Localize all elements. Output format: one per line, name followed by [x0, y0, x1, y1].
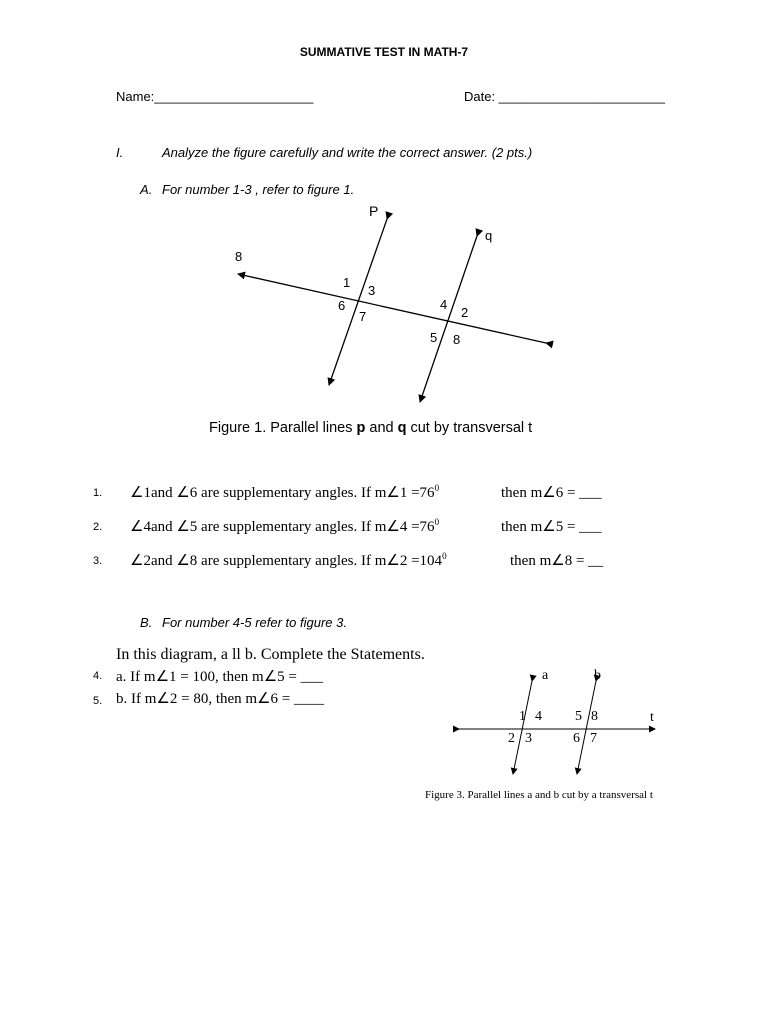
figure-3-caption: Figure 3. Parallel lines a and b cut by a transversal t — [425, 789, 653, 801]
label-angle-1: 1 — [343, 275, 351, 290]
fig3-angle-8: 8 — [591, 709, 598, 724]
question-4-number: 4. — [93, 670, 103, 682]
question-4-text: a. If m∠1 = 100, then m∠5 = ___ — [116, 669, 324, 685]
question-3-text: ∠2and ∠8 are supplementary angles. If m∠2 $=104^0$ — [130, 551, 447, 569]
label-p: P — [369, 203, 379, 219]
label-b: b — [594, 668, 601, 683]
label-q: q — [485, 228, 493, 243]
label-angle-2: 2 — [461, 305, 469, 320]
section-instruction: Analyze the figure carefully and write the correct answer. (2 pts.) — [162, 145, 533, 160]
label-t: t — [650, 710, 654, 725]
part-b-text: For number 4-5 refer to figure 3. — [162, 615, 347, 630]
fig3-angle-1: 1 — [519, 709, 526, 724]
label-angle-4: 4 — [440, 297, 448, 312]
label-angle-6: 6 — [338, 298, 346, 313]
question-2-text: ∠4and ∠5 are supplementary angles. If m∠4 $=76^0$ — [130, 517, 440, 535]
label-a: a — [542, 668, 549, 683]
label-angle-5: 5 — [430, 330, 438, 345]
part-a-text: For number 1-3 , refer to figure 1. — [162, 182, 355, 197]
fig3-angle-6: 6 — [573, 731, 580, 746]
part-b-letter: B. — [140, 615, 153, 630]
question-1-answer: then m∠6 = ___ — [501, 485, 602, 501]
line-b — [577, 681, 596, 774]
line-a — [513, 681, 532, 774]
date-field: Date: _______________________ — [464, 89, 665, 104]
label-angle-7: 7 — [359, 309, 367, 324]
fig3-angle-4: 4 — [535, 709, 542, 724]
question-1-number: 1. — [93, 487, 103, 499]
fig3-angle-5: 5 — [575, 709, 582, 724]
figure-3-heading: In this diagram, a ll b. Complete the Statements. — [116, 646, 425, 663]
label-t-end: 8 — [235, 249, 243, 264]
fig3-angle-3: 3 — [525, 731, 532, 746]
line-q — [420, 236, 477, 402]
fig3-angle-7: 7 — [590, 731, 597, 746]
name-field: Name:______________________ — [116, 89, 314, 104]
section-number: I. — [116, 145, 124, 160]
part-a-letter: A. — [140, 182, 153, 197]
question-2-answer: then m∠5 = ___ — [501, 519, 602, 535]
figure-1-caption: Figure 1. Parallel lines p and q cut by transversal t — [209, 420, 533, 436]
question-2-number: 2. — [93, 521, 103, 533]
question-5-text: b. If m∠2 = 80, then m∠6 = ____ — [116, 691, 324, 707]
question-1-text: ∠1and ∠6 are supplementary angles. If m∠1 $=76^0$ — [130, 483, 440, 501]
question-3-number: 3. — [93, 555, 103, 567]
page-title: SUMMATIVE TEST IN MATH-7 — [299, 45, 469, 59]
label-angle-3: 3 — [368, 283, 376, 298]
label-angle-8: 8 — [453, 332, 461, 347]
question-3-answer: then m∠8 = __ — [510, 553, 604, 569]
question-5-number: 5. — [93, 695, 103, 707]
fig3-angle-2: 2 — [508, 731, 515, 746]
transversal-t-line — [238, 274, 546, 343]
